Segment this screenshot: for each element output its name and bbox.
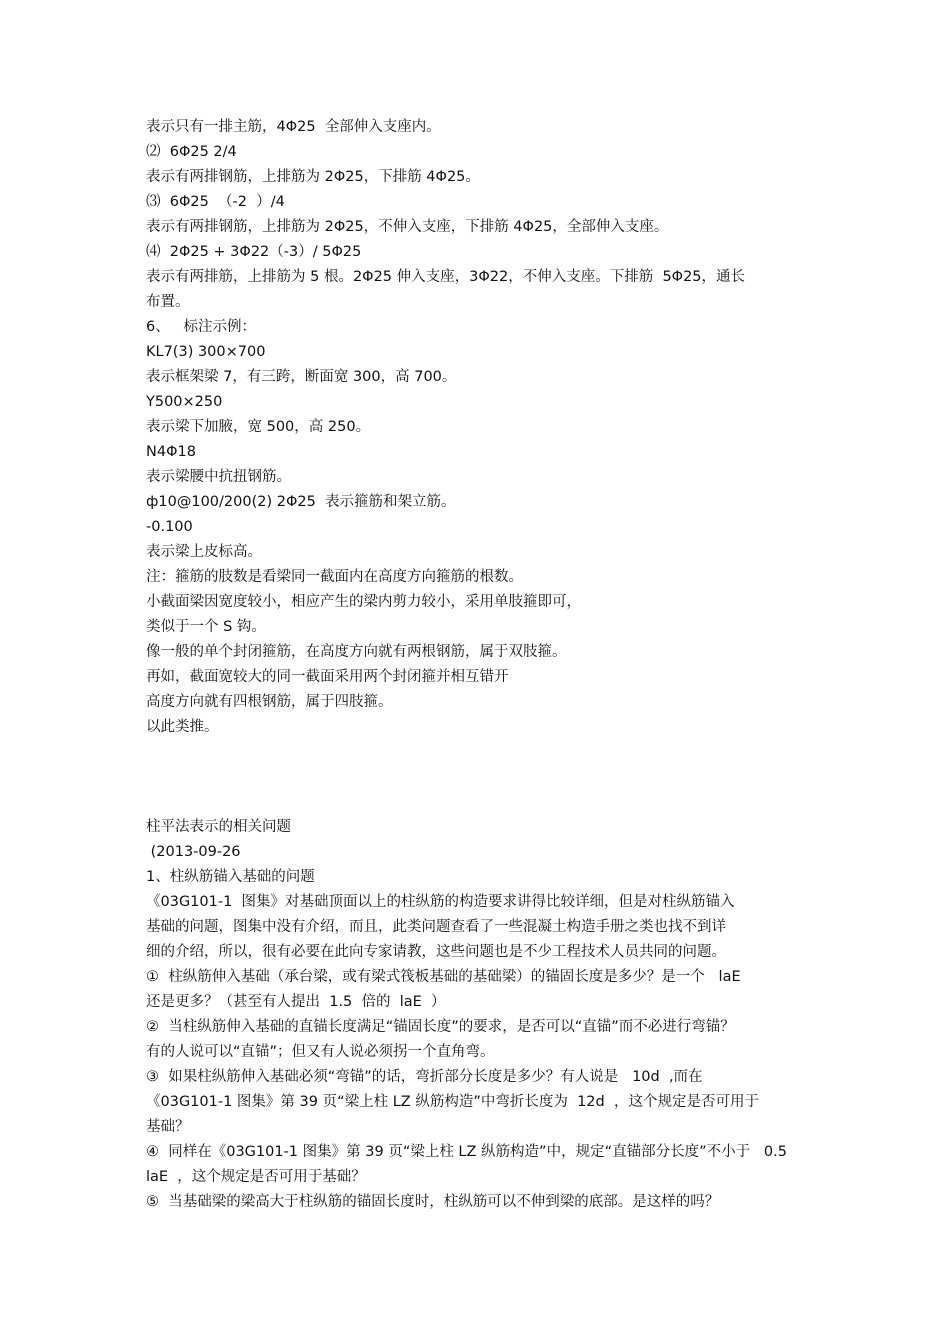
- text-line: 再如，截面宽较大的同一截面采用两个封闭箍并相互错开: [146, 669, 509, 685]
- text-line: 《03G101-1 图集》对基础顶面以上的柱纵筋的构造要求讲得比较详细，但是对柱纵筋锚入: [146, 894, 735, 910]
- text-line: 还是更多？（甚至有人提出 1.5 倍的 laE ）: [146, 994, 446, 1010]
- section-heading: 1、柱纵筋锚入基础的问题: [146, 869, 315, 885]
- text-line: ① 柱纵筋伸入基础（承台梁，或有梁式筏板基础的基础梁）的锚固长度是多少？是一个 laE: [146, 969, 741, 985]
- text-line: 表示梁上皮标高。: [146, 544, 262, 560]
- text-line: 有的人说可以“直锚”；但又有人说必须拐一个直角弯。: [146, 1044, 495, 1060]
- text-line: 表示有两排钢筋，上排筋为 2Φ25，不伸入支座，下排筋 4Φ25，全部伸入支座。: [146, 219, 669, 235]
- article-date: (2013-09-26: [146, 844, 241, 860]
- text-line: ② 当柱纵筋伸入基础的直锚长度满足“锚固长度”的要求，是否可以“直锚”而不必进行弯锚？: [146, 1019, 735, 1035]
- text-line: N4Φ18: [146, 444, 196, 460]
- text-line: 注：箍筋的肢数是看梁同一截面内在高度方向箍筋的根数。: [146, 569, 523, 585]
- text-line: 《03G101-1 图集》第 39 页“梁上柱 LZ 纵筋构造”中弯折长度为 12d ，这个规定是否可用于: [146, 1094, 759, 1110]
- section-heading: 6、 标注示例：: [146, 319, 257, 335]
- text-line: 以此类推。: [146, 719, 219, 735]
- text-line: 表示有两排筋，上排筋为 5 根。2Φ25 伸入支座，3Φ22，不伸入支座。下排筋 5Φ25，通长: [146, 269, 746, 285]
- text-line: ③ 如果柱纵筋伸入基础必须“弯锚”的话，弯折部分长度是多少？有人说是 10d ,而在: [146, 1069, 703, 1085]
- article-title: 柱平法表示的相关问题: [146, 819, 291, 835]
- text-line: 表示有两排钢筋，上排筋为 2Φ25，下排筋 4Φ25。: [146, 169, 480, 185]
- text-line: Y500×250: [146, 394, 223, 410]
- text-line: ④ 同样在《03G101-1 图集》第 39 页“梁上柱 LZ 纵筋构造”中，规定“直锚部分长度”不小于 0.5: [146, 1144, 787, 1160]
- text-line: 基础的问题，图集中没有介绍，而且，此类问题查看了一些混凝土构造手册之类也找不到详: [146, 919, 726, 935]
- text-line: laE ，这个规定是否可用于基础？: [146, 1169, 366, 1185]
- text-line: 类似于一个 S 钩。: [146, 619, 266, 635]
- text-line: ф10@100/200(2) 2Φ25 表示箍筋和架立筋。: [146, 494, 456, 510]
- text-line: ⑶ 6Φ25 （-2 ）/4: [146, 194, 285, 210]
- text-line: -0.100: [146, 519, 193, 535]
- text-line: ⑷ 2Φ25 + 3Φ22（-3）/ 5Φ25: [146, 244, 362, 260]
- text-line: ⑤ 当基础梁的梁高大于柱纵筋的锚固长度时，柱纵筋可以不伸到梁的底部。是这样的吗？: [146, 1194, 720, 1210]
- text-line: ⑵ 6Φ25 2/4: [146, 144, 237, 160]
- text-line: 表示框架梁 7，有三跨，断面宽 300，高 700。: [146, 369, 457, 385]
- text-line: 高度方向就有四根钢筋，属于四肢箍。: [146, 694, 393, 710]
- text-line: 布置。: [146, 294, 190, 310]
- text-line: 基础？: [146, 1119, 190, 1135]
- text-line: KL7(3) 300×700: [146, 344, 266, 360]
- text-line: 表示梁腰中抗扭钢筋。: [146, 469, 291, 485]
- text-line: 表示梁下加腋，宽 500，高 250。: [146, 419, 371, 435]
- text-line: 细的介绍，所以，很有必要在此向专家请教，这些问题也是不少工程技术人员共同的问题。: [146, 944, 726, 960]
- text-line: 表示只有一排主筋，4Φ25 全部伸入支座内。: [146, 119, 441, 135]
- text-line: 小截面梁因宽度较小，相应产生的梁内剪力较小，采用单肢箍即可，: [146, 594, 581, 610]
- text-line: 像一般的单个封闭箍筋，在高度方向就有两根钢筋，属于双肢箍。: [146, 644, 567, 660]
